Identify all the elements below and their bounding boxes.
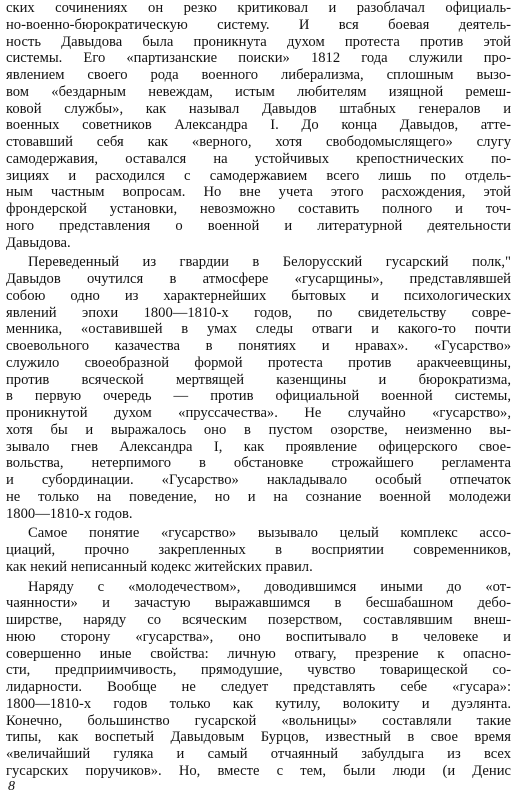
text-line: гусарских поручиков». Но, вместе с тем, были люди (и Денис	[6, 762, 511, 779]
text-line: хотя бы и выражалось оно в пустом озорстве, неизменно вы-	[6, 421, 511, 438]
text-line: фрондерской установки, невозможно составить полного и точ-	[6, 201, 511, 217]
text-line: Давыдов очутился в атмосфере «гусарщины», представлявшей	[6, 271, 511, 287]
text-line: типы, как воспетый Давыдовым Бурцов, известный в свое время	[6, 729, 511, 746]
text-line: Переведенный из гвардии в Белорусский гусарский полк,"	[28, 254, 511, 271]
text-line: ковой службы», как называл Давыдов штабных генералов и	[6, 100, 511, 117]
text-line: вольства, нетерпимого в обстановке строжайшего регламента	[6, 455, 511, 472]
text-line: и субординации. «Гусарство» накладывало особый отпечаток	[6, 472, 511, 488]
text-line: проникнутой духом «пруссачества». Не случайно «гусарство»,	[6, 405, 511, 421]
text-line: своевольного казачества в понятиях и нравах». «Гусарство»	[6, 338, 511, 354]
text-line: военных советников Александра I. До конца Давыдов, атте-	[6, 117, 511, 134]
text-line: явлением своего рода военного либерализма, сплошным вызо-	[6, 67, 511, 83]
text-line: самодержавия, оставался на устойчивых крепостнических по-	[6, 150, 511, 167]
text-line: циаций, прочно закрепленных в восприятии современников,	[6, 542, 511, 558]
text-line: совершенно иные свойства: личную отвагу, презрение к опасно-	[6, 645, 511, 662]
text-line: зициях и расходился с самодержавием всего лишь по отдель-	[6, 167, 511, 184]
page-number: 8	[8, 779, 15, 794]
text-line: лидарности. Вообще не следует представлять себе «гусара»:	[6, 679, 511, 695]
text-line: ным частным вопросам. Но вне учета этого расхождения, этой	[6, 184, 511, 201]
text-line: ного представления о военной и литературной деятельности	[6, 217, 511, 234]
text-line: собою одно из характернейших бытовых и психологических	[6, 287, 511, 304]
text-line: стовавший себя как «верного, хотя свободомыслящего» слугу	[6, 134, 511, 150]
text-line: ность Давыдова была проникнута духом протеста против этой	[6, 33, 511, 50]
text-line: «величайший гуляка и самый отчаянный забулдыга из всех	[6, 746, 511, 762]
text-line: зывало гнев Александра I, как проявление офицерского свое-	[6, 438, 511, 455]
text-line: Давыдова.	[6, 234, 71, 251]
text-line: ских сочинениях он резко критиковал и разоблачал официаль-	[6, 0, 511, 16]
text-line: в первую очередь — против официальной военной системы,	[6, 388, 511, 405]
text-line: против всяческой мертвящей казенщины и бюрократизма,	[6, 371, 511, 388]
text-line: 1800—1810-х годов только как кутилу, волокиту и дуэлянта.	[6, 695, 511, 712]
text-line: как некий неписанный кодекс житейских правил.	[6, 558, 313, 575]
text-line: менника, «оставившей в умах следы отваги и какого-то почти	[6, 321, 511, 338]
text-line: сти, предприимчивость, прямодушие, чувство товарищеской со-	[6, 662, 511, 679]
text-line: служило своеобразной формой протеста против аракчеевщины,	[6, 354, 511, 371]
text-line: Конечно, большинство гусарской «вольницы» составляли такие	[6, 712, 511, 729]
text-line: нюю сторону «гусарства», оно воспитывало в человеке и	[6, 628, 511, 645]
text-line: вом «бездарным невеждам, истым любителям изящной ремеш-	[6, 83, 511, 100]
text-line: ширстве, наряду со всяческим позерством, составлявшим внеш-	[6, 612, 511, 628]
text-line: но-военно-бюрократическую систему. И вся боевая деятель-	[6, 16, 511, 33]
text-line: явлений эпохи 1800—1810-х годов, по свидетельству совре-	[6, 304, 511, 321]
text-line: 1800—1810-х годов.	[6, 505, 133, 522]
text-line: Самое понятие «гусарство» вызывало целый комплекс ассо-	[28, 525, 511, 542]
text-line: не только на поведение, но и на сознание военной молодежи	[6, 488, 511, 505]
text-line: чаянности» и зачастую выражавшимся в бесшабашном дебо-	[6, 595, 511, 612]
text-line: Наряду с «молодечеством», доводившимся иными до «от-	[28, 578, 511, 595]
text-line: системы. Его «партизанские поиски» 1812 года служили про-	[6, 50, 511, 67]
